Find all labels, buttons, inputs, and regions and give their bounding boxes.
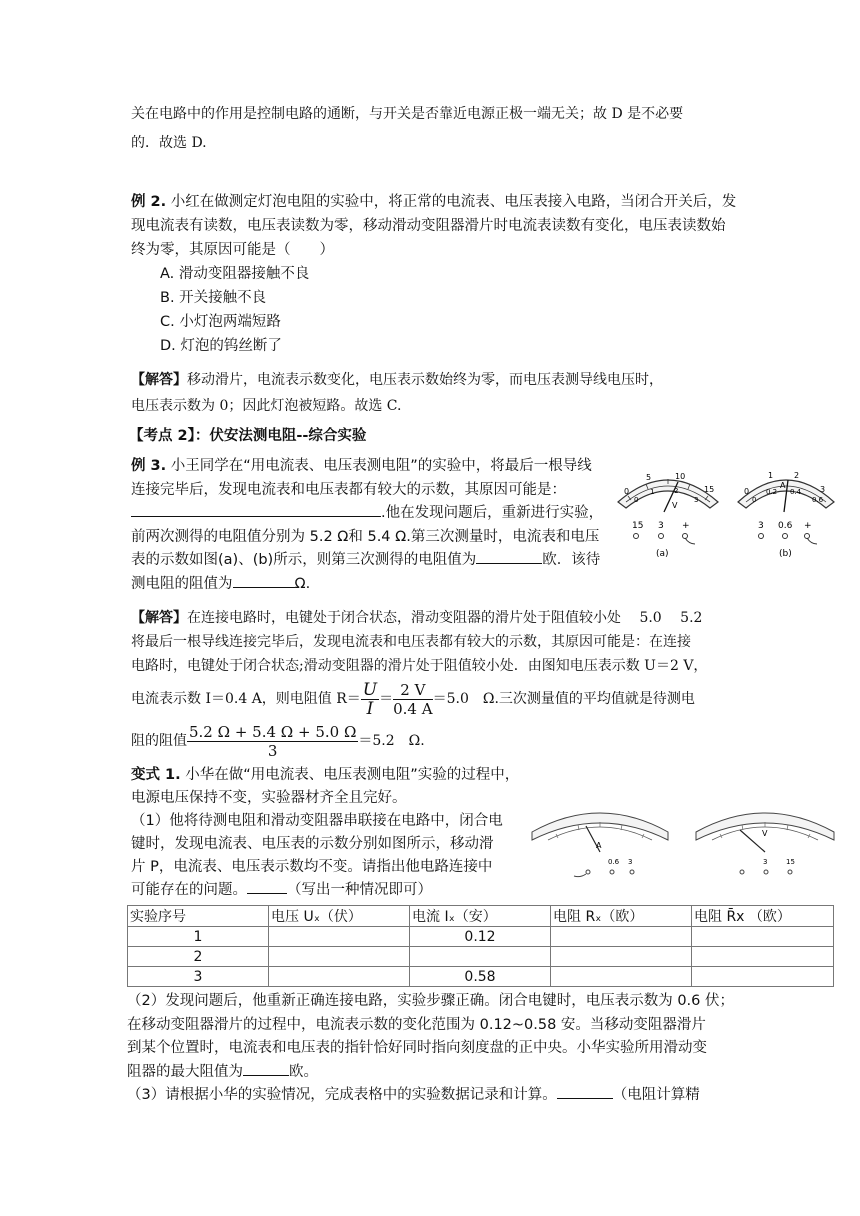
part-2-line-4b: 欧。 (289, 1063, 318, 1080)
header-voltage: 电压 Uₓ（伏） (269, 906, 410, 927)
header-resistance: 电阻 Rₓ（欧） (551, 906, 692, 927)
table-header-row (128, 906, 834, 927)
solution-label: 【解答】 (131, 610, 187, 626)
cell-average[interactable] (692, 947, 834, 967)
variant-1-part-3 (127, 1083, 739, 1107)
example-2-line-1: 小红在做测定灯泡电阻的实验中，将正常的电流表、电压表接入电路，当闭合开关后，发 (166, 194, 737, 210)
meter-b-terminal-3: 3 (758, 521, 764, 531)
meter-a-inner-1: 1 (650, 488, 655, 496)
meter-b-tick-3: 3 (820, 485, 826, 494)
meter-a-inner-0: 0 (634, 496, 639, 504)
cell-trial: 1 (128, 927, 269, 947)
example-3-line-2: 连接完毕后，发现电流表和电压表都有较大的示数，其原因可能是： (131, 481, 566, 498)
cell-current[interactable] (410, 947, 551, 967)
example-3-line-5b: 欧．该待 (542, 552, 601, 568)
header-current: 电流 Iₓ（安） (410, 906, 551, 927)
intro-line-2: 的．故选 D. (131, 135, 207, 151)
cell-current: 0.12 (410, 927, 551, 947)
variant-voltmeter-unit: V (762, 829, 768, 838)
cell-trial: 3 (128, 967, 269, 987)
meter-b-tick-2: 2 (794, 471, 800, 480)
header-average-resistance: 电阻 R̄x （欧） (692, 906, 834, 927)
meter-b-inner-04: 0.4 (790, 488, 802, 496)
meter-b-inner-0: 0 (752, 496, 757, 504)
answer-blank-5[interactable] (243, 1061, 289, 1076)
table-row (128, 947, 834, 967)
meter-a-inner-3: 3 (694, 496, 699, 504)
variant-1-question (131, 764, 531, 902)
example-3-question (131, 455, 611, 596)
fraction-u-over-i: $\frac{U}{I}$ (362, 679, 378, 719)
variant-1-line-6b: （写出一种情况即可） (287, 882, 432, 898)
cell-voltage[interactable] (269, 927, 410, 947)
option-a: A. 滑动变阻器接触不良 (160, 266, 310, 282)
variant-1-part-2 (127, 990, 739, 1084)
section-heading-kaodian-2: 【考点 2】：伏安法测电阻--综合实验 (129, 428, 367, 444)
figure-b-caption: (b) (779, 549, 792, 559)
example-3-line-5a: 表的示数如图(a)、(b)所示，则第三次测得的电阻值为 (131, 552, 477, 568)
meter-a-terminal-3: 3 (658, 521, 664, 531)
variant-1-line-1: 小华在做“用电流表、电压表测电阻”实验的过程中， (180, 767, 520, 783)
example-3-line-6a: 测电阻的阻值为 (131, 575, 233, 592)
answer-blank-6[interactable] (557, 1084, 613, 1099)
meter-a-terminal-15: 15 (632, 521, 644, 531)
example-2-question (131, 190, 741, 262)
fraction-2v-over-04a: $\frac{2 V}{0.4 A}$ (393, 680, 433, 718)
cell-trial: 2 (128, 947, 269, 967)
variant-1-line-6a: 可能存在的问题。 (131, 882, 247, 898)
meter-a-terminal-plus: + (682, 521, 690, 531)
meter-b-inner-06: 0.6 (812, 496, 824, 504)
option-c: C. 小灯泡两端短路 (160, 314, 281, 330)
answer-blank-2[interactable] (476, 549, 542, 564)
figure-a-caption: (a) (656, 549, 669, 559)
solution-line-5b: ＝5.2 Ω. (358, 733, 425, 749)
table-row (128, 967, 834, 987)
meter-b-unit: A (780, 481, 786, 490)
cell-average[interactable] (692, 927, 834, 947)
variant-1-line-2: 电源电压保持不变，实验器材齐全且完好。 (131, 790, 407, 806)
cell-resistance[interactable] (551, 967, 692, 987)
variant-1-label: 变式 1. (131, 767, 181, 783)
example-2-answer (131, 367, 741, 419)
meter-a-tick-15: 15 (704, 485, 715, 494)
variant-voltmeter-terminal-15: 15 (786, 858, 795, 866)
cell-voltage[interactable] (269, 947, 410, 967)
part-3-line-1a: （3）请根据小华的实验情况，完成表格中的实验数据记录和计算。 (127, 1087, 557, 1103)
cell-resistance[interactable] (551, 947, 692, 967)
example-3-label: 例 3. (131, 458, 167, 474)
cell-current: 0.58 (410, 967, 551, 987)
meter-a-inner-2: 2 (674, 487, 679, 495)
variant-ammeter-terminal-06: 0.6 (608, 858, 620, 866)
meter-b-terminal-plus: + (804, 521, 812, 531)
answer-line-2: 电压表示数为 0；因此灯泡被短路。故选 C. (131, 398, 402, 414)
variant-1-line-5: 片 P，电流表、电压表示数均不变。请指出他电路连接中 (131, 859, 493, 875)
example-3-line-4: 前两次测得的电阻值分别为 5.2 Ω和 5.4 Ω.第三次测量时，电流表和电压 (131, 528, 600, 545)
solution-line-4a: 电流表示数 I＝0.4 A，则电阻值 R＝ (131, 691, 361, 707)
intro-text (131, 102, 731, 155)
table-row (128, 927, 834, 947)
meter-a-tick-5: 5 (646, 473, 652, 482)
ammeter-figure-b (732, 462, 840, 562)
intro-line-1: 关在电路中的作用是控制电路的通断，与开关是否靠近电源正极一端无关；故 D 是不必要 (131, 106, 684, 122)
meter-a-tick-0: 0 (624, 487, 630, 496)
variant-1-line-4: 键时，发现电流表、电压表的示数分别如图所示，移动滑 (131, 836, 494, 852)
solution-line-4b: ＝5.0 Ω.三次测量值的平均值就是待测电 (432, 691, 695, 707)
part-2-line-3: 到某个位置时，电流表和电压表的指针恰好同时指向刻度盘的正中央。小华实验所用滑动变 (127, 1040, 707, 1056)
meter-a-unit: V (672, 501, 678, 510)
example-2-line-2: 现电流表有读数，电压表读数为零，移动滑动变阻器滑片时电流表读数有变化，电压表读数始 (131, 218, 726, 234)
variant-voltmeter-terminal-3: 3 (763, 858, 768, 866)
example-2-label: 例 2. (131, 194, 167, 210)
example-3-line-6b: Ω. (294, 575, 311, 592)
cell-voltage[interactable] (269, 967, 410, 987)
header-trial-number: 实验序号 (128, 906, 269, 927)
solution-line-3: 电路时，电键处于闭合状态;滑动变阻器的滑片处于阻值较小处．由图知电压表示数 U＝2 V， (131, 658, 708, 674)
solution-line-5a: 阻的阻值 (131, 733, 187, 749)
voltmeter-figure-variant (690, 796, 840, 884)
example-3-line-1: 小王同学在“用电流表、电压表测电阻”的实验中，将最后一根导线 (166, 458, 592, 474)
experiment-data-table (127, 905, 834, 987)
meter-b-terminal-06: 0.6 (778, 521, 793, 531)
meter-a-tick-10: 10 (675, 472, 686, 481)
ammeter-figure-variant (526, 796, 674, 884)
answer-blank-1[interactable] (131, 502, 381, 517)
cell-resistance[interactable] (551, 927, 692, 947)
cell-average[interactable] (692, 967, 834, 987)
example-2-line-3: 终为零，其原因可能是（ ） (131, 242, 334, 258)
solution-line-2: 将最后一根导线连接完毕后，发现电流表和电压表都有较大的示数，其原因可能是：在连接 (131, 634, 691, 650)
option-d: D. 灯泡的钨丝断了 (160, 338, 282, 354)
example-3-solution: 【解答】在连接电路时，电键处于闭合状态，滑动变阻器的滑片处于阻值较小处 5.0 5.2 将最后一根导线连接完毕后，发现电流表和电压表都有较大的示数，其原因可能是：在连接 电路时，电键处于闭合状态;滑动变阻器的滑片处于阻值较小处．由图知电压表示数 U＝2 V， 电流表示数 I＝0.4 A，则电阻值 R＝ $\frac{U}{I}$ ＝ $\frac{2 V}{0.4 A}$ ＝5.0 Ω.三次测量值的平均值就是待测电 阻的阻值 $\frac{5.2 \Omega + 5.4 \Omega + 5.0 \Omega}{3}$ ＝5.2 Ω. (131, 606, 741, 762)
answer-blank-4[interactable] (247, 879, 287, 894)
part-3-line-1b: （电阻计算精 (612, 1087, 700, 1103)
variant-ammeter-unit: A (596, 841, 602, 850)
option-b: B. 开关接触不良 (160, 290, 267, 306)
meter-b-inner-02: 0.2 (766, 488, 778, 496)
variant-ammeter-terminal-3: 3 (628, 858, 633, 866)
meter-b-tick-0: 0 (744, 487, 750, 496)
part-2-line-2: 在移动变阻器滑片的过程中，电流表示数的变化范围为 0.12~0.58 安。当移动变阻器滑片 (127, 1016, 706, 1033)
fraction-average: $\frac{5.2 \Omega + 5.4 \Omega + 5.0 \Omega}{3}$ (189, 722, 357, 760)
voltmeter-figure-a (612, 462, 724, 562)
part-2-line-4a: 阻器的最大阻值为 (127, 1063, 243, 1080)
solution-line-1: 在连接电路时，电键处于闭合状态，滑动变阻器的滑片处于阻值较小处 5.0 5.2 (187, 610, 703, 626)
variant-1-line-3: （1）他将待测电阻和滑动变阻器串联接在电路中，闭合电 (131, 813, 503, 829)
answer-line-1: 移动滑片，电流表示数变化，电压表示数始终为零，而电压表测导线电压时， (187, 372, 663, 388)
example-3-line-3: .他在发现问题后，重新进行实验， (381, 505, 604, 521)
part-2-line-1: （2）发现问题后，他重新正确连接电路，实验步骤正确。闭合电键时，电压表示数为 0.6 伏； (127, 993, 734, 1009)
meter-b-tick-1: 1 (768, 471, 774, 480)
answer-blank-3[interactable] (233, 573, 295, 588)
answer-label: 【解答】 (131, 372, 187, 388)
